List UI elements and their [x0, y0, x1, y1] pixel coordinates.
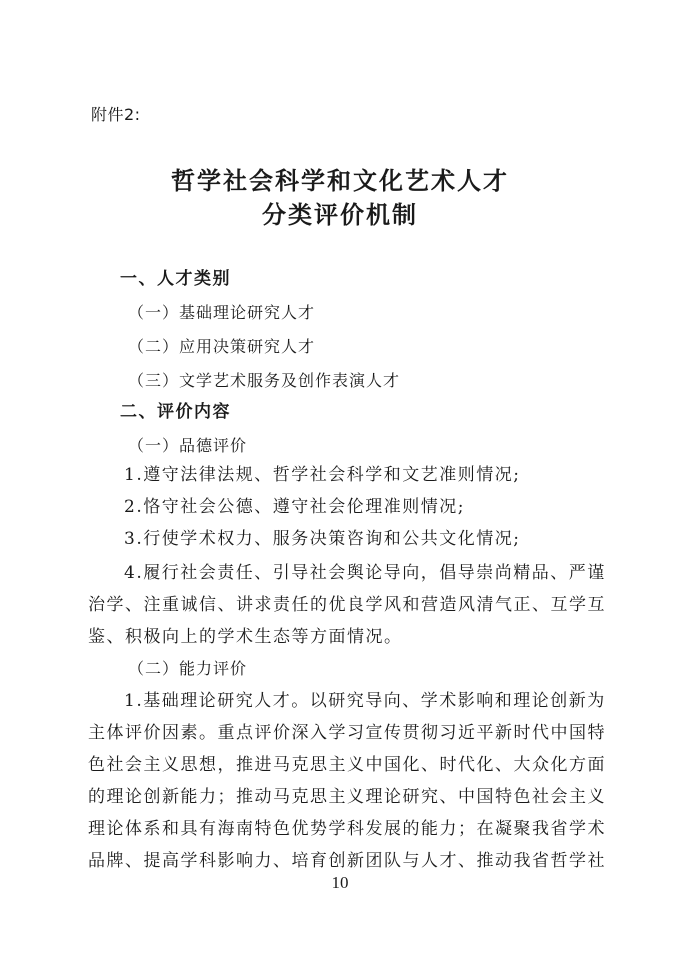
paragraph-line: 治学、注重诚信、讲求责任的优良学风和营造风清气正、互学互: [88, 595, 606, 615]
category-item-basic-theory: （一）基础理论研究人才: [128, 303, 316, 322]
section-heading-evaluation-content: 二、评价内容: [120, 402, 231, 422]
paragraph-line: 主体评价因素。重点评价深入学习宣传贯彻习近平新时代中国特: [88, 723, 606, 743]
page-number: 10: [331, 873, 349, 892]
paragraph-line: 1.基础理论研究人才。以研究导向、学术影响和理论创新为: [124, 691, 606, 711]
paragraph-line: 理论体系和具有海南特色优势学科发展的能力；在凝聚我省学术: [88, 819, 606, 839]
subsection-heading-moral-evaluation: （一）品德评价: [128, 436, 248, 455]
paragraph-line: 2.恪守社会公德、遵守社会伦理准则情况;: [124, 497, 465, 517]
paragraph-line: 品牌、提高学科影响力、培育创新团队与人才、推动我省哲学社: [88, 851, 606, 871]
paragraph-line: 鉴、积极向上的学术生态等方面情况。: [88, 627, 403, 647]
subsection-heading-ability-evaluation: （二）能力评价: [128, 659, 248, 678]
paragraph-line: 的理论创新能力；推动马克思主义理论研究、中国特色社会主义: [88, 787, 606, 807]
paragraph-line: 3.行使学术权力、服务决策咨询和公共文化情况;: [124, 529, 521, 549]
section-heading-talent-categories: 一、人才类别: [120, 269, 231, 289]
paragraph-line: 1.遵守法律法规、哲学社会科学和文艺准则情况;: [124, 465, 521, 485]
document-title-line-2: 分类评价机制: [262, 201, 418, 229]
category-item-literature-art: （三）文学艺术服务及创作表演人才: [128, 371, 401, 390]
category-item-applied-decision: （二）应用决策研究人才: [128, 337, 316, 356]
attachment-label: 附件2:: [91, 105, 141, 124]
document-title-line-1: 哲学社会科学和文化艺术人才: [171, 167, 509, 195]
paragraph-line: 色社会主义思想，推进马克思主义中国化、时代化、大众化方面: [88, 755, 606, 775]
paragraph-line: 4.履行社会责任、引导社会舆论导向，倡导崇尚精品、严谨: [124, 563, 606, 583]
